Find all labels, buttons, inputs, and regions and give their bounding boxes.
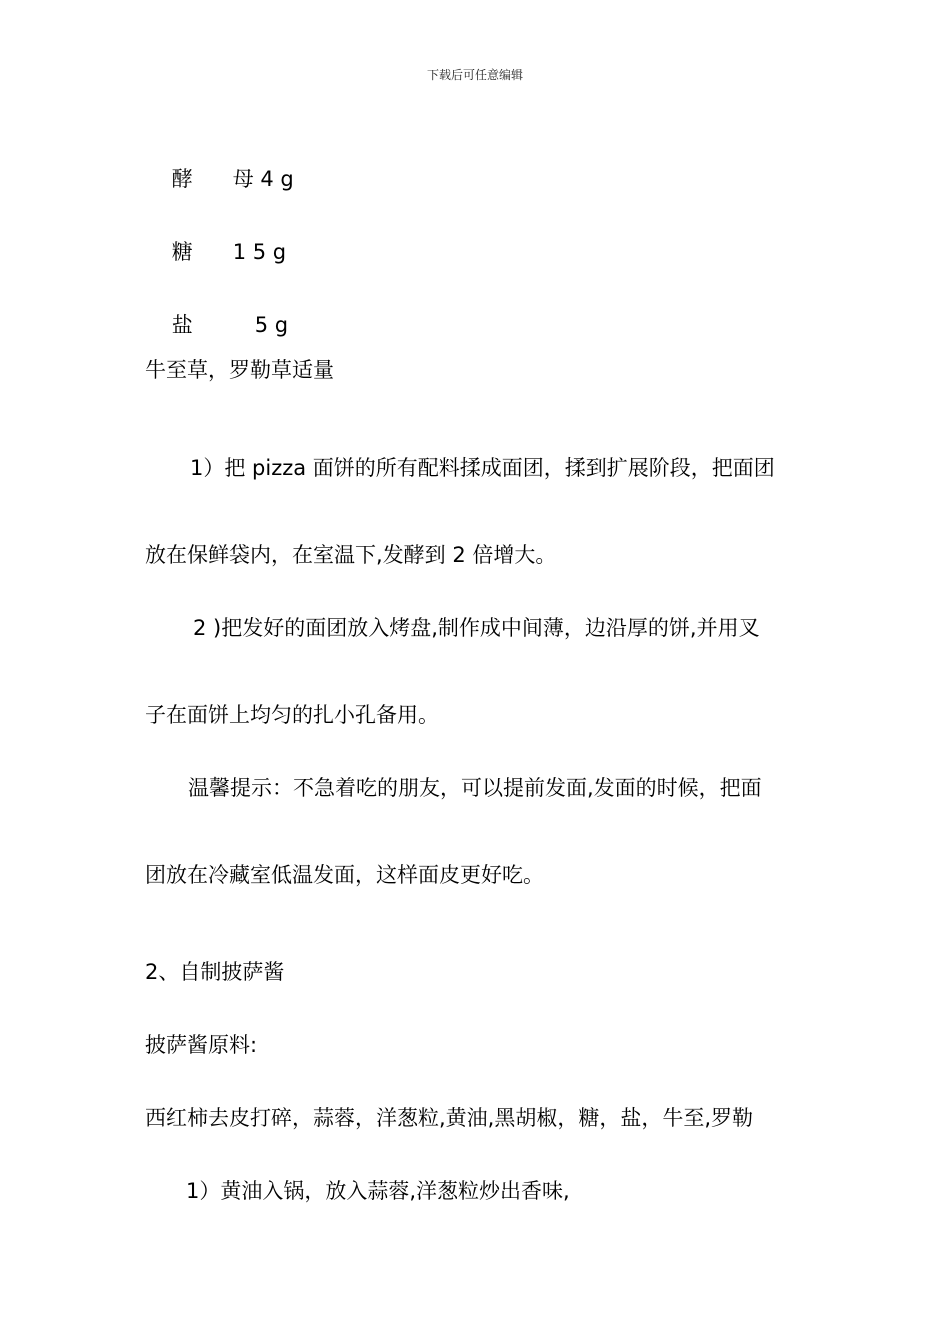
ingredient-salt <box>145 283 288 367</box>
tip-line1: 温馨提示：不急着吃的朋友，可以提前发面,发面的时候，把面 <box>188 776 762 800</box>
ingredient-amount: 1 5 g <box>232 240 287 264</box>
page-header: 下载后可任意编辑 <box>426 68 523 82</box>
step2-line1: 2 )把发好的面团放入烤盘,制作成中间薄，边沿厚的饼,并用叉 <box>193 616 760 640</box>
sauce-materials-label: 披萨酱原料: <box>145 1033 258 1057</box>
sauce-materials: 西红柿去皮打碎，蒜蓉，洋葱粒,黄油,黑胡椒，糖，盐，牛至,罗勒 <box>145 1106 754 1130</box>
sauce-step1: 1）黄油入锅，放入蒜蓉,洋葱粒炒出香味, <box>186 1179 570 1203</box>
step2-line2: 子在面饼上均匀的扎小孔备用。 <box>145 703 439 727</box>
ingredient-amount: 5 g <box>254 313 289 337</box>
ingredient-name: 酵 <box>171 167 193 191</box>
ingredient-yeast <box>145 137 294 221</box>
ingredient-amount: 母 4 g <box>232 167 294 191</box>
ingredient-sugar <box>145 210 286 294</box>
step1-line2: 放在保鲜袋内，在室温下,发酵到 2 倍增大。 <box>145 543 557 567</box>
step1-line1: 1）把 pizza 面饼的所有配料揉成面团，揉到扩展阶段，把面团 <box>190 456 775 480</box>
section2-title: 2、自制披萨酱 <box>145 960 285 984</box>
herbs-line: 牛至草，罗勒草适量 <box>145 358 334 382</box>
ingredient-name: 盐 <box>171 313 193 337</box>
ingredient-name: 糖 <box>171 240 193 264</box>
tip-line2: 团放在冷藏室低温发面，这样面皮更好吃。 <box>145 863 544 887</box>
